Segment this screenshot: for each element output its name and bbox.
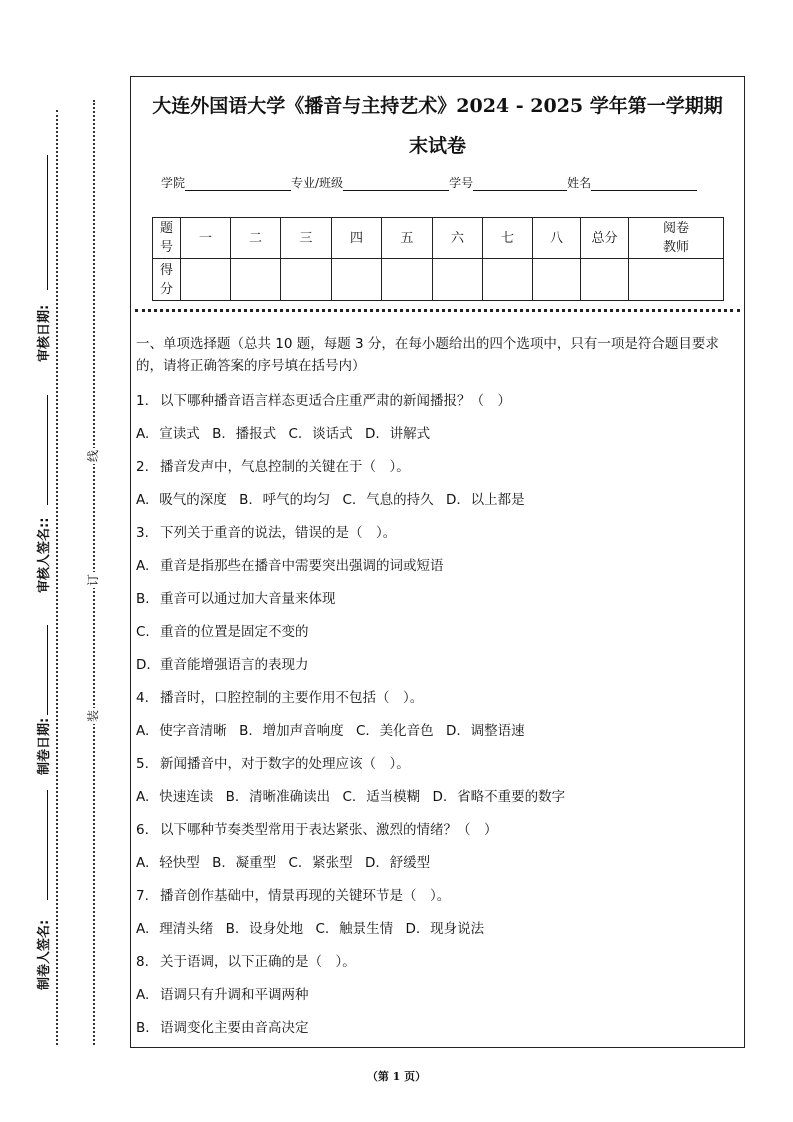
score-cell[interactable] bbox=[483, 259, 533, 301]
score-table-header-cell: 三 bbox=[281, 218, 332, 259]
major-class-field[interactable] bbox=[343, 177, 449, 191]
student-id-field[interactable] bbox=[473, 177, 567, 191]
score-cell[interactable] bbox=[533, 259, 581, 301]
name-field[interactable] bbox=[591, 177, 697, 191]
question-3-option-b[interactable]: B. 重音可以通过加大音量来体现 bbox=[136, 591, 336, 607]
option-c[interactable]: C. 紧张型 bbox=[288, 855, 353, 871]
score-cell[interactable] bbox=[581, 259, 629, 301]
question-8: 8. 关于语调，以下正确的是（ ）。 bbox=[136, 954, 356, 970]
question-3-option-a[interactable]: A. 重音是指那些在播音中需要突出强调的词或短语 bbox=[136, 558, 444, 574]
question-2-options bbox=[136, 488, 533, 508]
binding-mark-ding: 订 bbox=[86, 574, 100, 587]
option-c[interactable]: C. 适当模糊 bbox=[342, 789, 421, 805]
question-5-options bbox=[136, 785, 573, 805]
section1-heading: 一、单项选择题（总共 10 题，每题 3 分，在每小题给出的四个选项中，只有一项是符合题目要求的，请将正确答案的序号填在括号内） bbox=[136, 336, 719, 374]
approve-date-label: 审核日期: bbox=[37, 304, 52, 362]
score-table-score-row bbox=[153, 259, 724, 301]
make-date-label: 制卷日期: bbox=[37, 717, 52, 775]
option-a[interactable]: A. 理清头绪 bbox=[136, 921, 214, 937]
option-a[interactable]: A. 吸气的深度 bbox=[136, 492, 227, 508]
question-6-options bbox=[136, 851, 438, 871]
question-7-options bbox=[136, 917, 492, 937]
score-table-header-cell: 八 bbox=[533, 218, 581, 259]
option-d[interactable]: D. 现身说法 bbox=[405, 921, 485, 937]
score-table-header-cell: 阅卷教师 bbox=[629, 218, 724, 259]
question-7: 7. 播音创作基础中，情景再现的关键环节是（ ）。 bbox=[136, 888, 451, 904]
approver-sign-label: 审核人签名:: bbox=[37, 517, 52, 593]
score-row-label: 得分 bbox=[153, 259, 181, 301]
score-cell[interactable] bbox=[433, 259, 483, 301]
name-label: 姓名 bbox=[567, 176, 592, 190]
approve-date-line bbox=[47, 155, 48, 290]
student-id-label: 学号 bbox=[449, 176, 474, 190]
binding-mark-zhuang: 装 bbox=[86, 710, 100, 723]
college-field[interactable] bbox=[185, 177, 291, 191]
section-separator bbox=[135, 309, 740, 312]
option-a[interactable]: A. 快速连读 bbox=[136, 789, 214, 805]
maker-sign-line bbox=[47, 790, 48, 900]
option-b[interactable]: B. 凝重型 bbox=[212, 855, 277, 871]
exam-frame bbox=[130, 76, 745, 1048]
score-table-header-cell: 二 bbox=[231, 218, 281, 259]
question-3-option-c[interactable]: C. 重音的位置是固定不变的 bbox=[136, 624, 309, 640]
score-cell[interactable] bbox=[231, 259, 281, 301]
question-4: 4. 播音时，口腔控制的主要作用不包括（ ）。 bbox=[136, 690, 424, 706]
score-table-header-cell: 六 bbox=[433, 218, 483, 259]
approver-sign-line bbox=[47, 395, 48, 505]
question-3: 3. 下列关于重音的说法，错误的是（ ）。 bbox=[136, 525, 397, 541]
student-info-row bbox=[161, 174, 721, 191]
option-c[interactable]: C. 美化音色 bbox=[355, 723, 434, 739]
option-a[interactable]: A. 轻快型 bbox=[136, 855, 200, 871]
score-table-header-cell: 四 bbox=[332, 218, 382, 259]
exam-title-line2: 末试卷 bbox=[408, 135, 466, 157]
option-b[interactable]: B. 增加声音响度 bbox=[239, 723, 344, 739]
score-cell[interactable] bbox=[332, 259, 382, 301]
score-cell[interactable] bbox=[629, 259, 724, 301]
score-table-header-cell: 五 bbox=[382, 218, 433, 259]
questions-area bbox=[136, 333, 741, 1036]
option-d[interactable]: D. 讲解式 bbox=[364, 426, 431, 442]
option-b[interactable]: B. 清晰准确读出 bbox=[225, 789, 331, 805]
left-dotted-line bbox=[56, 110, 58, 1045]
question-1: 1. 以下哪种播音语言样态更适合庄重严肃的新闻播报？（ ） bbox=[136, 393, 511, 409]
option-b[interactable]: B. 呼气的均匀 bbox=[239, 492, 331, 508]
option-b[interactable]: B. 播报式 bbox=[212, 426, 277, 442]
maker-sign-label: 制卷人签名: bbox=[37, 919, 52, 990]
option-d[interactable]: D. 以上都是 bbox=[445, 492, 525, 508]
option-c[interactable]: C. 谈话式 bbox=[288, 426, 353, 442]
question-4-options bbox=[136, 719, 533, 739]
option-d[interactable]: D. 舒缓型 bbox=[364, 855, 431, 871]
score-cell[interactable] bbox=[382, 259, 433, 301]
score-table-header-cell: 总分 bbox=[581, 218, 629, 259]
option-a[interactable]: A. 使字音清晰 bbox=[136, 723, 227, 739]
question-8-option-a[interactable]: A. 语调只有升调和平调两种 bbox=[136, 987, 309, 1003]
make-date-line bbox=[47, 625, 48, 715]
score-table-header-cell: 一 bbox=[181, 218, 231, 259]
option-a[interactable]: A. 宣读式 bbox=[136, 426, 200, 442]
option-c[interactable]: C. 气息的持久 bbox=[342, 492, 434, 508]
binding-mark-line: 线 bbox=[86, 450, 100, 463]
question-5: 5. 新闻播音中，对于数字的处理应该（ ）。 bbox=[136, 756, 410, 772]
score-table-header-cell: 题号 bbox=[153, 218, 181, 259]
question-6: 6. 以下哪种节奏类型常用于表达紧张、激烈的情绪？（ ） bbox=[136, 822, 498, 838]
score-table-header-row bbox=[153, 218, 724, 259]
score-table-header-cell: 七 bbox=[483, 218, 533, 259]
score-table bbox=[152, 217, 724, 301]
score-cell[interactable] bbox=[281, 259, 332, 301]
score-cell[interactable] bbox=[181, 259, 231, 301]
question-2: 2. 播音发声中，气息控制的关键在于（ ）。 bbox=[136, 459, 410, 475]
option-d[interactable]: D. 省略不重要的数字 bbox=[432, 789, 566, 805]
question-8-option-b[interactable]: B. 语调变化主要由音高决定 bbox=[136, 1020, 309, 1036]
major-class-label: 专业/班级 bbox=[291, 176, 344, 190]
option-d[interactable]: D. 调整语速 bbox=[445, 723, 525, 739]
college-label: 学院 bbox=[161, 176, 186, 190]
question-1-options bbox=[136, 422, 438, 442]
question-3-option-d[interactable]: D. 重音能增强语言的表现力 bbox=[136, 657, 309, 673]
page-number: （第 1 页） bbox=[366, 1070, 427, 1083]
option-c[interactable]: C. 触景生情 bbox=[315, 921, 394, 937]
option-b[interactable]: B. 设身处地 bbox=[225, 921, 304, 937]
exam-title-line1: 大连外国语大学《播音与主持艺术》2024 - 2025 学年第一学期期 bbox=[152, 95, 723, 117]
